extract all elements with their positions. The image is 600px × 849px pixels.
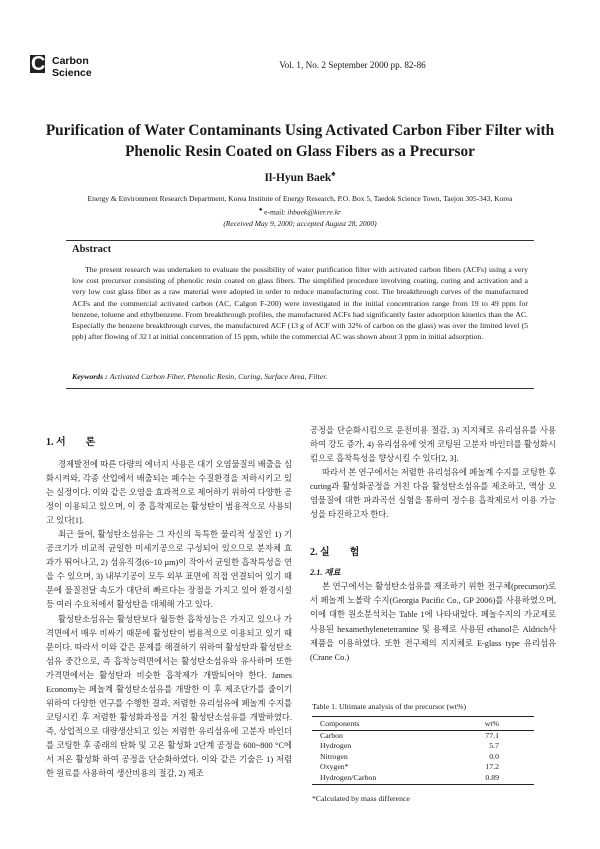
section-1-heading: 1. 서 론 xyxy=(46,437,96,448)
section-2-heading: 2. 실 험 xyxy=(310,547,360,559)
email-address[interactable]: ihbaek@kier.re.kr xyxy=(287,207,341,216)
email-line xyxy=(50,205,550,218)
intro-paragraph-1: 경제발전에 따른 다량의 에너지 사용은 대기 오염물질의 배출을 심화시켜와, 각종 산업에서 배출되는 폐수는 수질환경을 저하시키고 있는 실정이다. 이와 같은 오염을 효과적으로 제어하기 위하여 다양한 공정이 이용되고 있으며, 이 중 흡착제로는 활성탄이 범용적으로 사용되고 있다[1]. xyxy=(46,460,292,526)
received-dates: (Received May 9, 2000; accepted August 28, 2000) xyxy=(223,218,377,228)
table-cell-component: Carbon xyxy=(320,731,343,740)
author-mark: ♠ xyxy=(331,169,336,178)
journal-logo-c-icon: C xyxy=(31,53,46,75)
table-cell-value: 0.0 xyxy=(489,751,499,761)
table-row xyxy=(312,773,534,785)
table-cell-component: Hydrogen xyxy=(320,741,352,751)
author-name: Il-Hyun Baek xyxy=(264,171,332,184)
table-1-caption: Table 1. Ultimate analysis of the precursor (wt%) xyxy=(312,702,467,711)
volume-info: Vol. 1, No. 2 September 2000 pp. 82-86 xyxy=(279,60,426,70)
author-line xyxy=(0,169,600,184)
affiliation: Energy & Environment Research Department, Korea Institute of Energy Research, P.O. Box 5, Taedok Science Town, Taejon 305-343, Korea xyxy=(87,194,513,203)
table-cell-value: 77.1 xyxy=(485,731,499,740)
email-label: e-mail: xyxy=(262,207,288,216)
keywords-list: Activated Carbon Fiber, Phenolic Resin, Curing, Surface Area, Filter. xyxy=(109,372,328,381)
table-row xyxy=(312,741,534,751)
abstract-heading: Abstract xyxy=(72,244,112,255)
intro-paragraph-2: 최근 들어, 활성탄소섬유는 그 자신의 독특한 물리적 성질인 1) 기공크기가 비교적 균일한 미세기공으로 구성되어 있으므로 분자체 효과가 뛰어나고, 2) 섬유직경(6~10 µm)이 작아서 균일한 흡착특성을 연을 수 있으며, 3) 내부기공이 모두 외부 표면에 직접 연결되어 있기 때문에 물질전달 속도가 대단히 빠르다는 장점을 가지고 있어 환경시설 등 여러 수요처에서 활성탄을 대체해 가고 있다. xyxy=(46,530,292,610)
table-cell-component: Hydrogen/Carbon xyxy=(312,773,429,785)
table-1-note: *Calculated by mass difference xyxy=(312,794,410,803)
intro-paragraph-4: 따라서 본 연구에서는 저렴한 유리섬유에 페놀계 수지를 코팅한 후 curing과 활성화공정을 거친 다음 활성탄소섬유를 제조하고, 액상 오염물질에 대한 파과곡선 실험을 통하여 정수용 흡착제로서 이용 가능성을 타진하고자 한다. xyxy=(310,468,556,520)
table-cell-component: Oxygen* xyxy=(320,762,349,772)
subsection-2-1-heading: 2.1. 재료 xyxy=(310,568,341,578)
table-header-components: Components xyxy=(312,717,429,731)
journal-name-line2: Science xyxy=(52,67,92,79)
right-column xyxy=(310,424,556,665)
intro-paragraph-3-cont: 공정을 단순화시킴으로 운전비용 절감, 3) 지지체로 유리섬유를 사용하여 강도 증가, 4) 유리섬유에 엇게 코팅된 고분자 바인더를 활성화시킴으로 흡착특성을 향상시킬 수 있다[2, 3]. xyxy=(310,426,556,464)
keywords-line xyxy=(72,372,327,381)
journal-name-line1: Carbon xyxy=(52,55,89,67)
table-row xyxy=(312,762,534,772)
intro-paragraph-3: 활성탄소섬유는 활성탄보다 월등한 흡착성능은 가지고 있으나 가격면에서 매우 비싸기 때문에 활성탄이 범용적으로 이용되고 있기 때문이다. 따라서 이와 같은 문제를 해결하기 위하여 활성탄과 활성탄소섬유 중간으로, 즉 흡착능력면에서는 활성탄소섬유와 유사하며 또한 가격면에서는 활성탄과 비슷한 흡착제가 개발되어야 한다. James Economy는 페놀계 활성탄소섬유를 개발한 이 후 제조단가를 줄이기 위하여 다양한 연구를 수행한 결과, 저렴한 유리섬유에 페놀계 수지를 코팅시킨 후 저렴한 활성화과정을 거친 활성탄소섬유를 개발하였다. 즉, 상업적으로 대량생산되고 있는 저렴한 유리섬유에 고분자 바인더를 코팅한 후 종래의 탄화 및 고온 활성화 2단계 공정을 600~800 °C에서 저온 활성화 하여 공정을 단순화하였다. 이와 같은 기술은 1) 저렴한 원료를 사용하여 생산비용의 절감, 2) 제조 xyxy=(46,614,292,779)
abstract-text: The present research was undertaken to evaluate the possibility of water purification filter with activated carbon fibers (ACFs) using a very low cost precursor consisting of phenolic resin coated on glass fibers. The simplified procedure involving coating, curing and activation and a very low cost glass fiber as a raw material were adopted in order to reduce manufacturing cost. The breakthrough curves of the manufactured ACFs and the commercial activated carbon (AC, Calgon F-200) were investigated in the initial concentration range from 19 to 49 ppm for benzene, toluene and ethylbenzene. From breakthrough profiles, the manufactured ACFs had significantly faster adsorption kinetics than the AC. Especially the benzene breakthrough curves, the manufactured ACF (13 g of ACF with 32% of carbon on the glass) was over the limited level (5 ppb) after flowing of 32 l at initial concentration of 15 ppm, while the commercial AC was shown about 3 ppm in initial adsorption. xyxy=(72,265,528,342)
table-cell-component: Nitrogen xyxy=(320,751,348,761)
table-header-row xyxy=(312,717,534,731)
paper-title: Purification of Water Contaminants Using Activated Carbon Fiber Filter with Phenolic Resin Coated on Glass Fibers as a Precursor xyxy=(45,122,555,160)
table-header-wt: wt% xyxy=(429,717,534,731)
materials-paragraph: 본 연구에서는 활성탄소섬유를 제조하기 위한 전구체(precursor)로서 페놀계 노볼락 수지(Georgia Pacific Co., GP 2006)를 사용하였으며, 이에 대한 원소분석치는 Table 1에 나타내었다. 페놀수지의 가교제로 사용된 hexamethylenetetramine 및 용제로 사용된 ethanol은 Aldrich사 제품을 이용하였다. 또한 전구체의 지지체로 E-glass type 유리섬유(Crane Co.) xyxy=(310,582,556,662)
email-mark: ♠ xyxy=(259,206,263,213)
table-cell-value: 0.89 xyxy=(429,773,534,785)
table-row xyxy=(312,731,534,742)
table-cell-value: 17.2 xyxy=(485,762,499,772)
table-cell-value: 5.7 xyxy=(489,741,499,751)
left-column xyxy=(46,437,292,781)
keywords-label: Keywords : xyxy=(72,372,110,381)
table-1 xyxy=(312,716,534,785)
affiliation-block xyxy=(50,193,550,229)
table-row xyxy=(312,752,534,762)
